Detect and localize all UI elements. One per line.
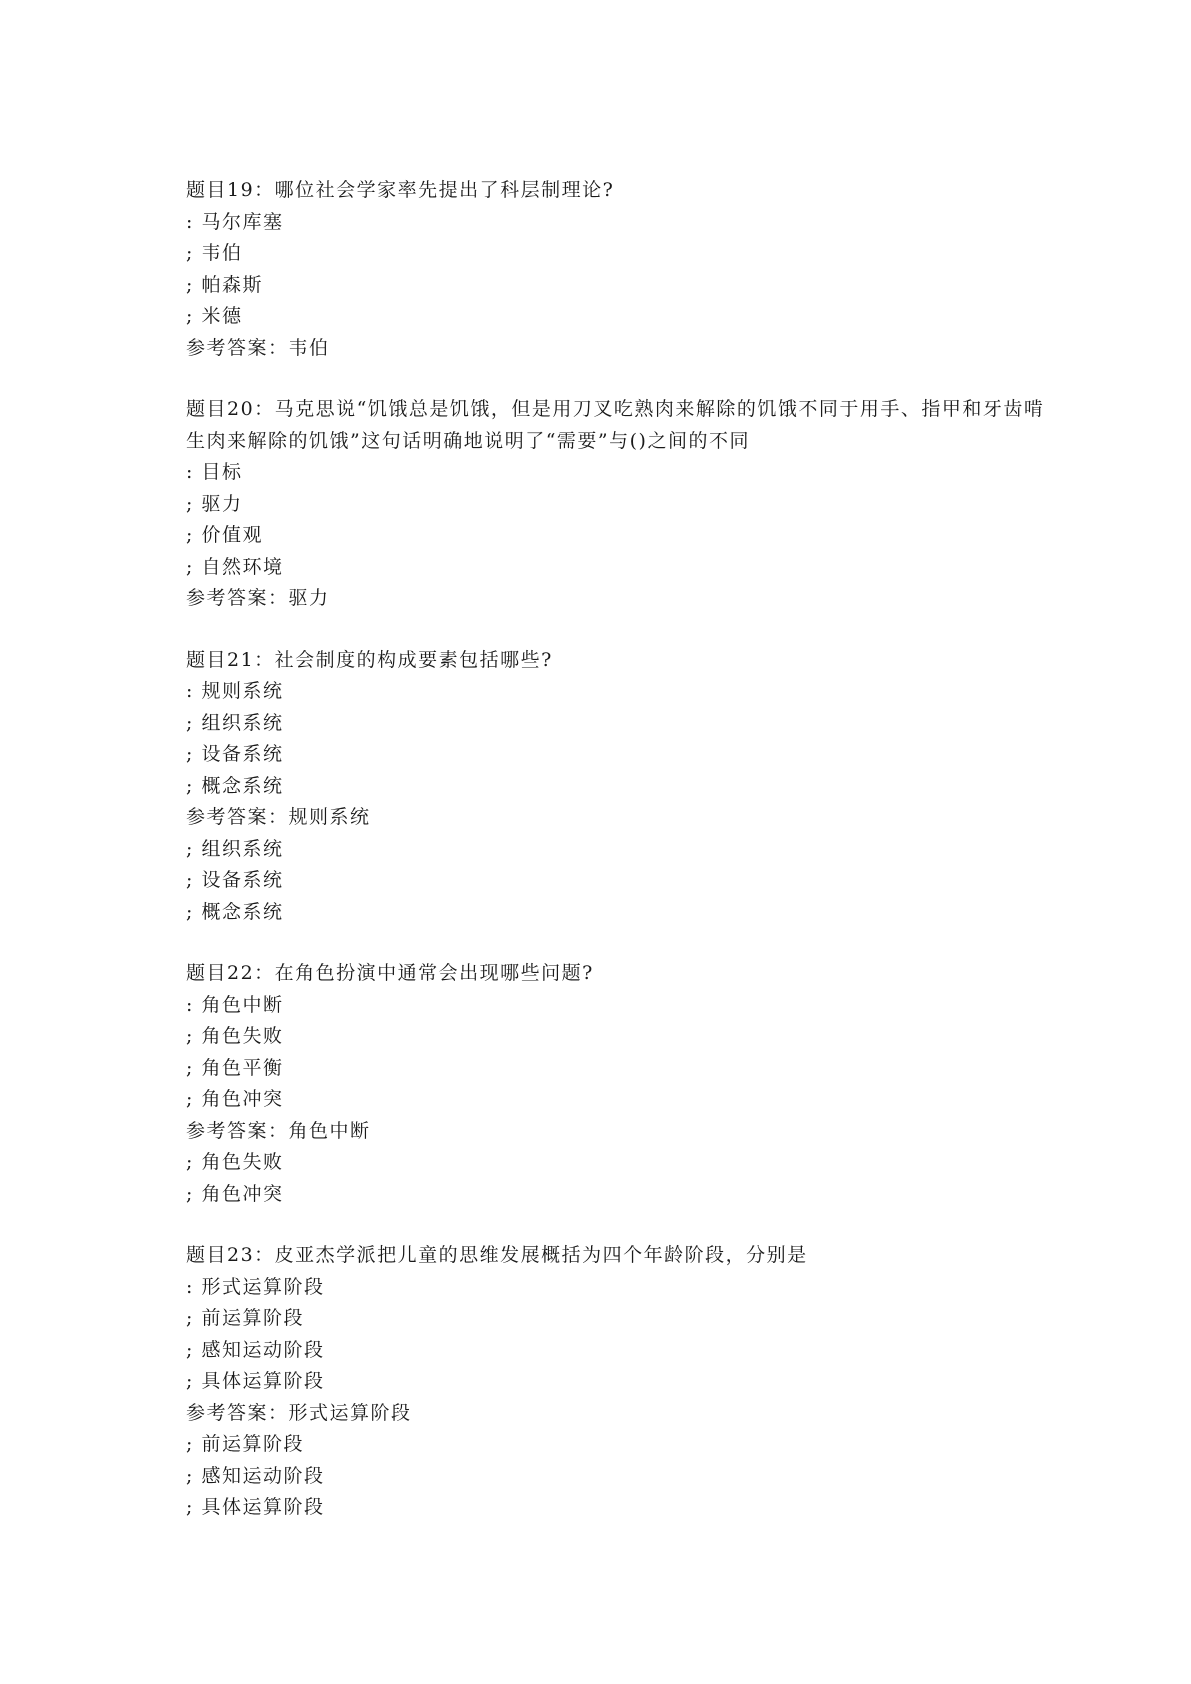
document-page: [186, 175, 1046, 1554]
question-title: 题目20：马克思说“饥饿总是饥饿，但是用刀叉吃熟肉来解除的饥饿不同于用手、指甲和牙齿啃生肉来解除的饥饿”这句话明确地说明了“需要”与()之间的不同: [186, 398, 1045, 452]
reference-answer-item: ; 角色冲突: [186, 1182, 284, 1205]
option-item: : 形式运算阶段: [186, 1275, 325, 1298]
option-item: ; 米德: [186, 305, 243, 327]
option-item: ; 角色平衡: [186, 1056, 284, 1079]
reference-answer: 参考答案：规则系统: [186, 806, 371, 828]
question-block: [186, 958, 1046, 1210]
option-item: : 目标: [186, 461, 243, 483]
option-item: ; 感知运动阶段: [186, 1338, 325, 1361]
option-item: ; 设备系统: [186, 743, 284, 765]
question-block: [186, 1240, 1046, 1524]
reference-answer: 参考答案：韦伯: [186, 336, 330, 359]
reference-answer: 参考答案：形式运算阶段: [186, 1401, 412, 1424]
option-item: ; 角色冲突: [186, 1088, 284, 1110]
option-item: ; 韦伯: [186, 242, 243, 264]
option-item: ; 具体运算阶段: [186, 1370, 325, 1392]
option-item: ; 自然环境: [186, 555, 284, 578]
question-block: [186, 175, 1046, 364]
question-title: 题目22：在角色扮演中通常会出现哪些问题?: [186, 962, 594, 984]
question-block: [186, 394, 1046, 615]
option-item: ; 价值观: [186, 524, 263, 546]
option-item: ; 帕森斯: [186, 273, 263, 296]
reference-answer: 参考答案：驱力: [186, 587, 330, 609]
reference-answer-item: ; 感知运动阶段: [186, 1464, 325, 1487]
question-title: 题目19：哪位社会学家率先提出了科层制理论?: [186, 179, 615, 201]
reference-answer-item: ; 设备系统: [186, 869, 284, 891]
option-item: ; 驱力: [186, 492, 243, 515]
option-item: ; 前运算阶段: [186, 1307, 304, 1329]
option-item: : 马尔库塞: [186, 210, 284, 233]
question-title: 题目21：社会制度的构成要素包括哪些?: [186, 648, 553, 671]
reference-answer-item: ; 具体运算阶段: [186, 1496, 325, 1518]
question-block: [186, 645, 1046, 929]
reference-answer-item: ; 概念系统: [186, 900, 284, 923]
reference-answer-item: ; 前运算阶段: [186, 1433, 304, 1455]
reference-answer: 参考答案：角色中断: [186, 1119, 371, 1142]
option-item: : 角色中断: [186, 993, 284, 1016]
option-item: ; 角色失败: [186, 1025, 284, 1047]
reference-answer-item: ; 组织系统: [186, 837, 284, 860]
option-item: ; 概念系统: [186, 774, 284, 797]
option-item: ; 组织系统: [186, 711, 284, 734]
option-item: : 规则系统: [186, 680, 284, 702]
reference-answer-item: ; 角色失败: [186, 1151, 284, 1173]
question-title: 题目23：皮亚杰学派把儿童的思维发展概括为四个年龄阶段，分别是: [186, 1244, 808, 1266]
